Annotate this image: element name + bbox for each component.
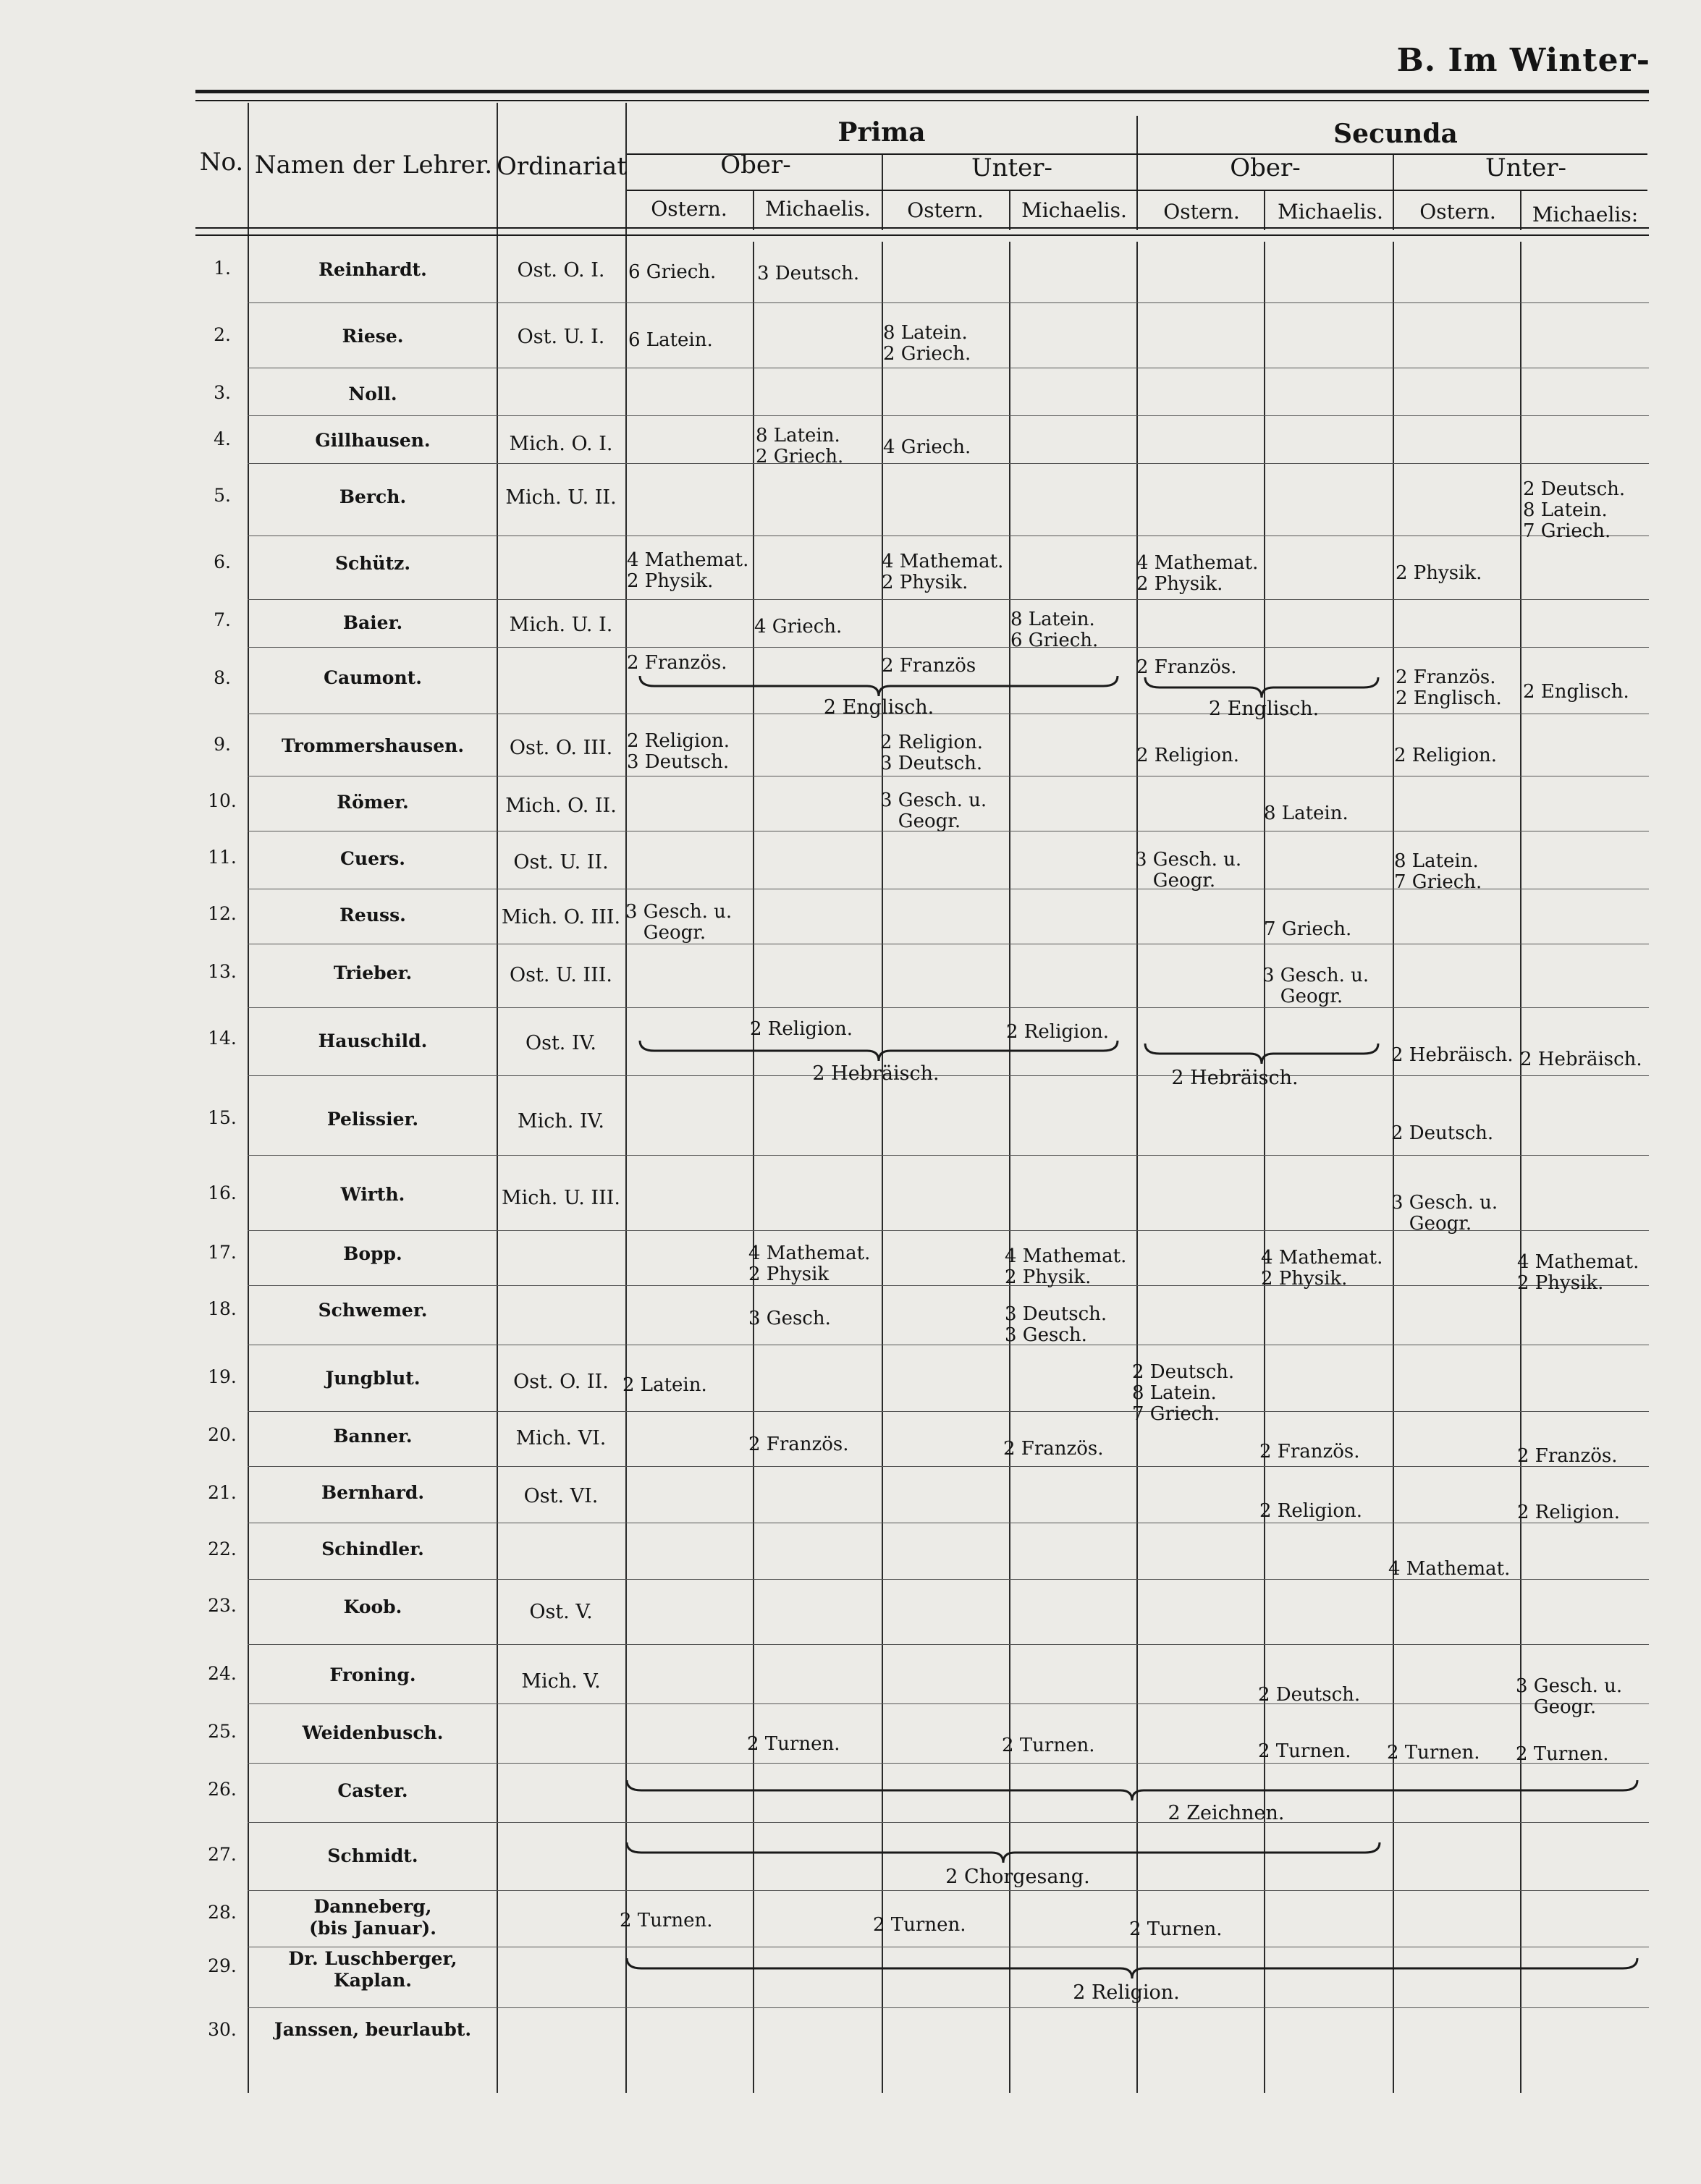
vline-ord [625,103,627,2093]
brace-englisch-prima [640,676,1118,696]
row-number: 1. [214,258,231,279]
vline-body-2 [882,242,883,2093]
row-number: 15. [208,1107,237,1128]
row-number: 18. [208,1298,237,1319]
subject-cell: 2 Französ. [1136,656,1237,678]
subject-cell: 3 Gesch. u. Geogr. [1516,1675,1623,1718]
ordinariat: Mich. VI. [515,1427,607,1449]
subject-cell: 4 Mathemat. 2 Physik. [1136,552,1259,595]
teacher-name: Koob. [343,1596,402,1617]
ordinariat: Ost. O. III. [509,737,613,759]
subject-cell: 2 Deutsch. 8 Latein. 7 Griech. [1523,478,1626,542]
subject-cell: 4 Mathemat. 2 Physik. [882,551,1004,593]
brace-religion [627,1958,1637,1978]
subject-cell: 2 Deutsch. 8 Latein. 7 Griech. [1132,1361,1235,1425]
teacher-name: Trommershausen. [281,735,465,756]
subject-cell: 2 Religion. [1517,1502,1621,1523]
subject-cell: 2 Physik. [1396,562,1482,584]
vline-body-7 [1520,242,1521,2093]
top-rule [195,90,1649,93]
subject-cell: 2 Religion. 3 Deutsch. [627,730,730,773]
ordinariat: Ost. O. I. [517,259,605,282]
header-col-7: Ostern. [1419,200,1496,224]
row-number: 25. [208,1721,237,1742]
row-number: 4. [214,428,231,449]
vline-h5 [1264,190,1265,230]
teacher-name: Römer. [337,792,409,813]
teacher-name: Pelissier. [326,1109,419,1130]
ordinariat: Mich. O. I. [509,433,613,455]
row-rule [248,599,1649,600]
row-number: 27. [208,1844,237,1865]
brace-zeichnen [627,1780,1637,1800]
subject-cell: 2 Turnen. [1516,1743,1609,1765]
row-number: 20. [208,1424,237,1445]
teacher-name: Weidenbusch. [302,1722,444,1743]
vline-body-3 [1009,242,1010,2093]
row-rule [248,647,1649,648]
vline-h1 [753,190,754,230]
row-number: 9. [214,734,231,755]
subject-cell: 2 Religion. [1006,1021,1110,1043]
vline-h3 [1009,190,1010,230]
row-rule [248,463,1649,464]
vline-names [497,103,498,2093]
teacher-name: Schindler. [321,1538,424,1559]
header-prima-ober: Ober- [720,151,791,179]
subject-cell: 2 Turnen. [747,1733,840,1755]
row-rule [248,1007,1649,1008]
header-col-8: Michaelis: [1532,203,1639,227]
ordinariat: Ost. U. I. [517,326,605,348]
row-rule [248,2007,1649,2008]
row-number: 22. [208,1538,237,1559]
teacher-name: Schwemer. [318,1300,428,1321]
row-rule [248,1075,1649,1076]
row-number: 26. [208,1779,237,1800]
brace-label-englisch-prima: 2 Englisch. [823,696,934,719]
subject-cell: 8 Latein. 6 Griech. [1010,609,1099,651]
teacher-name: Gillhausen. [315,430,431,451]
row-number: 17. [208,1242,237,1263]
row-number: 14. [208,1028,237,1049]
subject-cell: 7 Griech. [1264,918,1352,940]
row-rule [248,1466,1649,1467]
subject-cell: 6 Griech. [628,261,717,283]
teacher-name: Riese. [342,326,404,347]
teacher-name: Jungblut. [325,1368,421,1389]
brace-chorgesang [627,1842,1380,1863]
ordinariat: Mich. O. III. [501,906,621,928]
header-secunda-unter: Unter- [1485,153,1567,182]
teacher-name: Banner. [333,1426,413,1447]
row-number: 8. [214,667,231,688]
brace-label-hebraeisch-prima: 2 Hebräisch. [812,1062,940,1085]
header-names: Namen der Lehrer. [254,151,493,179]
row-number: 29. [208,1955,237,1976]
header-prima: Prima [837,117,926,148]
subject-cell: 2 Religion. [1394,745,1498,766]
ordinariat: Ost. V. [529,1601,593,1623]
ordinariat: Mich. IV. [518,1110,604,1133]
subject-cell: 2 Religion. [750,1018,853,1040]
subject-cell: 2 Deutsch. [1258,1684,1361,1706]
subject-cell: 2 Turnen. [1129,1918,1223,1940]
page-heading: B. Im Winter- [1396,42,1650,79]
subject-cell: 2 Französ. [1517,1445,1618,1467]
row-number: 7. [214,609,231,630]
teacher-name: Bopp. [343,1243,402,1264]
teacher-name: Schmidt. [327,1845,418,1866]
rule-sub [627,190,1647,191]
row-rule [248,1822,1649,1823]
subject-cell: 3 Gesch. u. Geogr. [1391,1192,1498,1235]
teacher-name: Berch. [339,486,407,507]
subject-cell: 8 Latein. 7 Griech. [1394,850,1482,893]
ordinariat: Mich. O. II. [505,795,617,817]
brace-label-chorgesang: 2 Chorgesang. [945,1866,1090,1888]
subject-cell: 2 Deutsch. [1391,1122,1494,1144]
vline-secunda-ou [1393,155,1394,230]
row-number: 16. [208,1182,237,1203]
top-rule-thin [195,100,1649,101]
row-number: 19. [208,1366,237,1387]
subject-cell: 8 Latein. 2 Griech. [883,322,971,365]
vline-body-4 [1136,242,1138,2093]
header-col-6: Michaelis. [1278,200,1383,224]
header-col-1: Ostern. [651,197,727,221]
brace-hebraeisch-prima [640,1041,1118,1061]
subject-cell: 3 Deutsch. [757,263,860,284]
row-number: 11. [208,847,237,868]
header-prima-unter: Unter- [971,153,1053,182]
teacher-name: Cuers. [340,848,405,869]
header-bottom-rule [195,227,1649,229]
header-no: No. [199,148,244,177]
subject-cell: 2 Turnen. [1002,1735,1095,1756]
row-number: 10. [208,790,237,811]
ordinariat: Mich. U. II. [505,486,617,509]
subject-cell: 2 Turnen. [1387,1742,1480,1764]
header-col-3: Ostern. [907,198,984,222]
vline-prima-secunda [1136,116,1138,230]
subject-cell: 2 Französ. [1003,1438,1104,1460]
subject-cell: 3 Deutsch. 3 Gesch. [1005,1303,1107,1346]
row-rule [248,1644,1649,1645]
subject-cell: 2 Religion. [1136,745,1240,766]
teacher-name: Bernhard. [321,1482,425,1503]
row-number: 2. [214,324,231,345]
subject-cell: 4 Mathemat. 2 Physik [748,1243,871,1285]
subject-cell: 4 Griech. [754,616,843,638]
subject-cell: 4 Mathemat. 2 Physik. [1517,1251,1639,1294]
brace-label-zeichnen: 2 Zeichnen. [1168,1802,1285,1824]
subject-cell: 4 Mathemat. [1388,1558,1511,1580]
teacher-name: Reinhardt. [318,259,427,280]
subject-cell: 2 Turnen. [873,1914,966,1936]
teacher-name: Caumont. [324,667,422,688]
subject-cell: 4 Mathemat. 2 Physik. [1261,1247,1383,1290]
subject-cell: 2 Latein. [622,1374,707,1396]
header-bottom-rule-2 [195,234,1649,236]
header-secunda: Secunda [1333,119,1458,149]
row-number: 24. [208,1663,237,1684]
teacher-name: Hauschild. [318,1030,428,1051]
vline-body-6 [1393,242,1394,2093]
header-col-4: Michaelis. [1021,198,1127,222]
row-rule [248,1890,1649,1891]
teacher-name: Noll. [348,384,397,405]
subject-cell: 2 Turnen. [620,1910,713,1931]
row-number: 3. [214,382,231,403]
subject-cell: 4 Mathemat. 2 Physik. [627,549,749,592]
row-number: 30. [208,2019,237,2040]
row-number: 12. [208,903,237,924]
row-number: 6. [214,551,231,572]
header-secunda-ober: Ober- [1230,153,1301,182]
ordinariat: Ost. IV. [525,1032,597,1054]
row-rule [248,1285,1649,1286]
subject-cell: 2 Französ. [627,652,727,674]
subject-cell: 2 Turnen. [1258,1740,1351,1762]
subject-cell: 4 Griech. [883,436,971,458]
row-rule [248,302,1649,303]
subject-cell: 2 Englisch. [1523,681,1629,703]
subject-cell: 2 Französ. [748,1434,849,1455]
subject-cell: 2 Französ. [1259,1441,1360,1463]
teacher-name: Caster. [337,1780,408,1801]
ordinariat: Mich. U. I. [509,614,613,636]
vline-prima-ou [882,155,883,230]
teacher-name: Baier. [342,612,403,633]
ordinariat: Ost. U. III. [509,964,613,986]
row-number: 21. [208,1482,237,1503]
brace-englisch-secunda [1145,677,1378,698]
row-rule [248,1411,1649,1412]
subject-cell: 3 Gesch. u. Geogr. [1262,965,1369,1007]
row-number: 28. [208,1902,237,1923]
vline-no [248,103,249,2093]
row-rule [248,415,1649,416]
subject-cell: 8 Latein. 2 Griech. [756,425,844,467]
ordinariat: Ost. O. II. [513,1371,609,1393]
brace-label-hebraeisch-secunda: 2 Hebräisch. [1171,1067,1299,1089]
ordinariat: Ost. VI. [523,1485,599,1507]
row-number: 23. [208,1595,237,1616]
teacher-name: Janssen, beurlaubt. [274,2019,472,2040]
teacher-name: Reuss. [339,905,406,926]
vline-body-1 [753,242,754,2093]
header-ordinariat: Ordinariat [497,152,627,181]
subject-cell: 3 Gesch. u. Geogr. [880,790,987,832]
subject-cell: 2 Französ. 2 Englisch. [1396,666,1502,709]
ordinariat: Mich. U. III. [502,1187,620,1209]
brace-label-religion: 2 Religion. [1073,1981,1180,2004]
teacher-name: Schütz. [334,553,411,574]
brace-hebraeisch-secunda [1145,1044,1378,1064]
vline-h7 [1520,190,1521,230]
teacher-name: Wirth. [340,1184,405,1205]
subject-cell: 2 Religion. 3 Deutsch. [880,732,984,774]
row-number: 5. [214,485,231,506]
teacher-name: Dr. Luschberger, Kaplan. [288,1948,457,1991]
ordinariat: Mich. V. [521,1670,601,1693]
subject-cell: 3 Gesch. [748,1308,831,1329]
ordinariat: Ost. U. II. [513,851,609,873]
subject-cell: 3 Gesch. u. Geogr. [625,901,733,944]
teacher-name: Froning. [329,1664,416,1685]
subject-cell: 4 Mathemat. 2 Physik. [1005,1245,1127,1288]
subject-cell: 2 Französ [882,655,976,677]
subject-cell: 6 Latein. [628,329,713,351]
teacher-name: Danneberg, (bis Januar). [309,1896,436,1939]
header-col-2: Michaelis. [765,197,871,221]
subject-cell: 2 Hebräisch. [1391,1044,1514,1066]
header-col-5: Ostern. [1163,200,1240,224]
subject-cell: 8 Latein. [1264,803,1348,824]
brace-label-englisch-secunda: 2 Englisch. [1208,698,1320,720]
subject-cell: 2 Religion. [1259,1500,1363,1522]
subject-cell: 2 Hebräisch. [1520,1049,1642,1070]
row-rule [248,1155,1649,1156]
teacher-name: Trieber. [333,962,413,983]
row-rule [248,1703,1649,1704]
subject-cell: 3 Gesch. u. Geogr. [1135,849,1242,892]
row-number: 13. [208,961,237,982]
